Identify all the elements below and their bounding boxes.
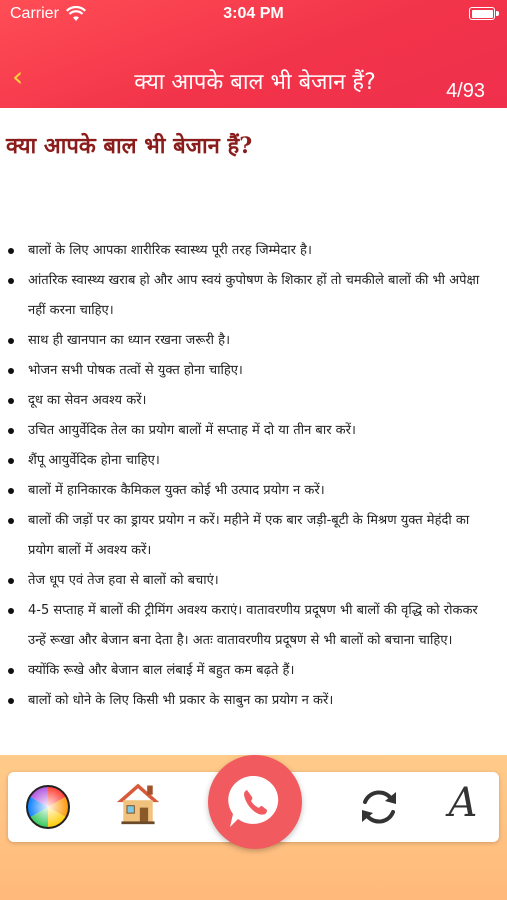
top-bar: [0, 0, 507, 108]
article-points: [0, 236, 500, 716]
list-item: आंतरिक स्वास्थ्य खराब हो और आप स्वयं कुपोषण के शिकार हों तो चमकीले बालों की भी अपेक्षा नहीं करना चाहिए।: [0, 266, 500, 326]
list-item: बालों के लिए आपका शारीरिक स्वास्थ्य पूरी तरह जिम्मेदार है।: [0, 236, 500, 266]
status-time: 3:04 PM: [223, 5, 284, 22]
list-item: बालों की जड़ों पर का ड्रायर प्रयोग न करें। महीने में एक बार जड़ी-बूटी के मिश्रण युक्त मेहंदी का प्रयोग बालों में अवश्य करें।: [0, 506, 500, 566]
color-wheel-icon[interactable]: [25, 784, 71, 830]
battery-icon: [469, 7, 495, 20]
font-icon[interactable]: A: [448, 780, 478, 826]
refresh-icon[interactable]: [356, 784, 402, 830]
list-item: तेज धूप एवं तेज हवा से बालों को बचाएं।: [0, 566, 500, 596]
list-item: उचित आयुर्वेदिक तेल का प्रयोग बालों में सप्ताह में दो या तीन बार करें।: [0, 416, 500, 446]
nav-bar: [0, 58, 507, 102]
call-button[interactable]: [208, 755, 302, 849]
list-item: 4-5 सप्ताह में बालों की ट्रीमिंग अवश्य कराएं। वातावरणीय प्रदूषण भी बालों की वृद्धि को रोककर उन्हें रूखा और बेजान बना देता है। अतः वातावरणीय प्रदूषण से भी बालों को बचाना चाहिए।: [0, 596, 500, 656]
article-content[interactable]: [0, 108, 507, 758]
list-item: बालों में हानिकारक कैमिकल युक्त कोई भी उत्पाद प्रयोग न करें।: [0, 476, 500, 506]
bottom-area: [0, 755, 507, 900]
list-item: दूध का सेवन अवश्य करें।: [0, 386, 500, 416]
list-item: शैंपू आयुर्वेदिक होना चाहिए।: [0, 446, 500, 476]
carrier-label: Carrier: [10, 5, 59, 22]
page-counter: 4/93: [446, 80, 485, 102]
chevron-left-icon[interactable]: ‹: [12, 60, 24, 93]
status-bar: [0, 0, 507, 30]
article-heading: क्या आपके बाल भी बेजान हैं?: [6, 133, 253, 159]
home-icon[interactable]: [115, 780, 161, 826]
nav-title: क्या आपके बाल भी बेजान हैं?: [134, 70, 376, 95]
phone-call-icon: [225, 772, 285, 832]
list-item: क्योंकि रूखे और बेजान बाल लंबाई में बहुत कम बढ़ते हैं।: [0, 656, 500, 686]
list-item: भोजन सभी पोषक तत्वों से युक्त होना चाहिए।: [0, 356, 500, 386]
list-item: साथ ही खानपान का ध्यान रखना जरूरी है।: [0, 326, 500, 356]
list-item: बालों को धोने के लिए किसी भी प्रकार के साबुन का प्रयोग न करें।: [0, 686, 500, 716]
